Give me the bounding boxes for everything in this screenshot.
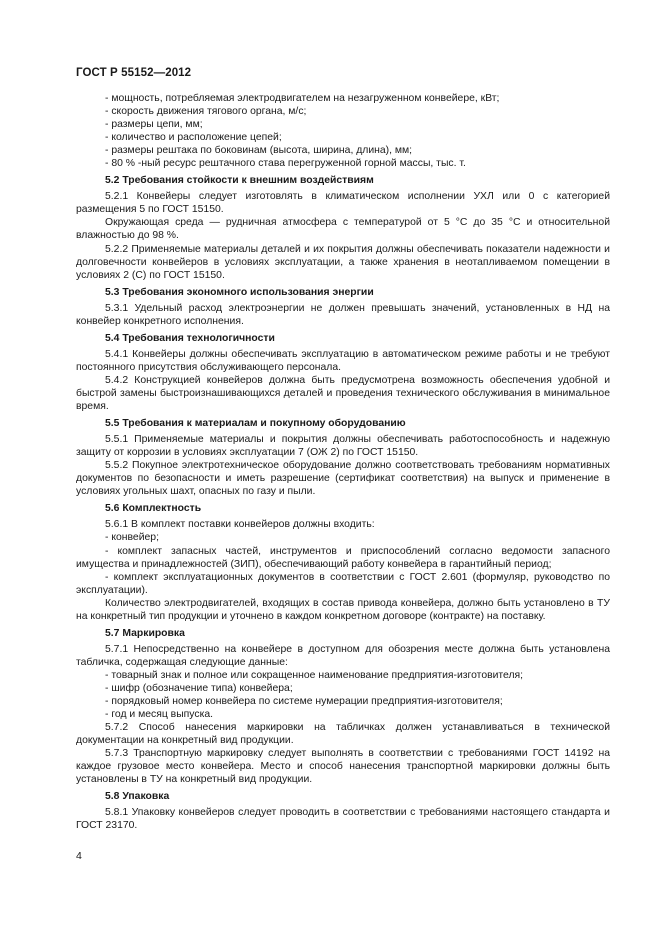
paragraph-5-7-3: 5.7.3 Транспортную маркировку следует выполнять в соответствии с требованиями ГОСТ 14192 на каждое грузовое место конвейера. Место и способ нанесения транспортной маркировки должны быть установлены в ТУ на конкретный вид продукции. [76,748,610,786]
list-item: - 80 % -ный ресурс рештачного става перегруженной горной массы, тыс. т. [105,158,466,170]
paragraph: Количество электродвигателей, входящих в состав привода конвейера, должно быть установлено в ТУ на конкретный тип продукции и уточнено в каждом конкретном договоре (контракте) на поставку. [76,597,610,622]
list-item: - комплект запасных частей, инструментов и приспособлений согласно ведомости запасного имущества и принадлежностей (ЗИП), обеспечивающий работу конвейера в гарантийный период; [76,545,610,570]
paragraph-5-5-2: 5.5.2 Покупное электротехническое оборудование должно соответствовать требованиям нормативных документов по безопасности и иметь разрешение (сертификат соответствия) на выпуск и применение в условиях угольных шахт, опасных по газу и пыли. [76,460,610,498]
paragraph-5-7-2: 5.7.2 Способ нанесения маркировки на табличках должен устанавливаться в технической документации на конкретный вид продукции. [76,722,610,747]
list-item: - конвейер; [105,532,159,544]
list-item: - год и месяц выпуска. [105,709,214,721]
section-heading-5-5: 5.5 Требования к материалам и покупному оборудованию [105,418,406,430]
section-heading-5-3: 5.3 Требования экономного использования энергии [105,286,374,298]
paragraph-5-4-2: 5.4.2 Конструкцией конвейеров должна быть предусмотрена возможность обеспечения удобной и быстрой замены быстроизнашивающихся деталей и проведения технического обслуживания в минимальное время. [76,374,610,413]
paragraph-5-2-2: 5.2.2 Применяемые материалы деталей и их покрытия должны обеспечивать показатели надежности и долговечности конвейеров в условиях эксплуатации, а также хранения в неотапливаемом помещении в условиях 2 (С) по ГОСТ 15150. [76,243,610,281]
list-item: - количество и расположение цепей; [105,132,282,144]
section-heading-5-8: 5.8 Упаковка [105,791,170,803]
document-header: ГОСТ Р 55152—2012 [76,67,192,79]
list-item: - порядковый номер конвейера по системе нумерации предприятия-изготовителя; [105,696,503,708]
list-item: - скорость движения тягового органа, м/с; [105,106,307,118]
document-body [76,92,610,832]
paragraph: Окружающая среда — рудничная атмосфера с температурой от 5 °С до 35 °С и относительной влажностью до 98 %. [76,217,610,242]
paragraph-5-7-1: 5.7.1 Непосредственно на конвейере в доступном для обозрения месте должна быть установлена табличка, содержащая следующие данные: [76,643,610,668]
list-item: - комплект эксплуатационных документов в соответствии с ГОСТ 2.601 (формуляр, руководство по эксплуатации). [76,571,610,596]
page-number: 4 [76,850,82,862]
paragraph-5-4-1: 5.4.1 Конвейеры должны обеспечивать эксплуатацию в автоматическом режиме работы и не требуют постоянного присутствия обслуживающего персонала. [76,348,610,373]
list-item: - размеры цепи, мм; [105,119,203,131]
paragraph-5-2-1: 5.2.1 Конвейеры следует изготовлять в климатическом исполнении УХЛ или 0 с категорией размещения 5 по ГОСТ 15150. [76,191,610,216]
list-item: - размеры рештака по боковинам (высота, ширина, длина), мм; [105,145,413,157]
list-item: - шифр (обозначение типа) конвейера; [105,682,293,694]
paragraph-5-5-1: 5.5.1 Применяемые материалы и покрытия должны обеспечивать работоспособность и надежную защиту от коррозии в условиях эксплуатации 7 (ОЖ 2) по ГОСТ 15150. [76,434,610,459]
section-heading-5-4: 5.4 Требования технологичности [105,332,275,344]
list-item: - мощность, потребляемая электродвигателем на незагруженном конвейере, кВт; [105,93,500,104]
paragraph-5-8-1: 5.8.1 Упаковку конвейеров следует проводить в соответствии с требованиями настоящего стандарта и ГОСТ 23170. [76,807,610,832]
section-heading-5-2: 5.2 Требования стойкости к внешним воздействиям [105,175,374,187]
section-heading-5-7: 5.7 Маркировка [105,627,185,639]
paragraph-5-6-1: 5.6.1 В комплект поставки конвейеров должны входить: [105,519,375,531]
paragraph-5-3-1: 5.3.1 Удельный расход электроэнергии не должен превышать значений, установленных в НД на конвейер конкретного исполнения. [76,302,610,327]
list-item: - товарный знак и полное или сокращенное наименование предприятия-изготовителя; [105,669,524,681]
section-heading-5-6: 5.6 Комплектность [105,503,202,515]
